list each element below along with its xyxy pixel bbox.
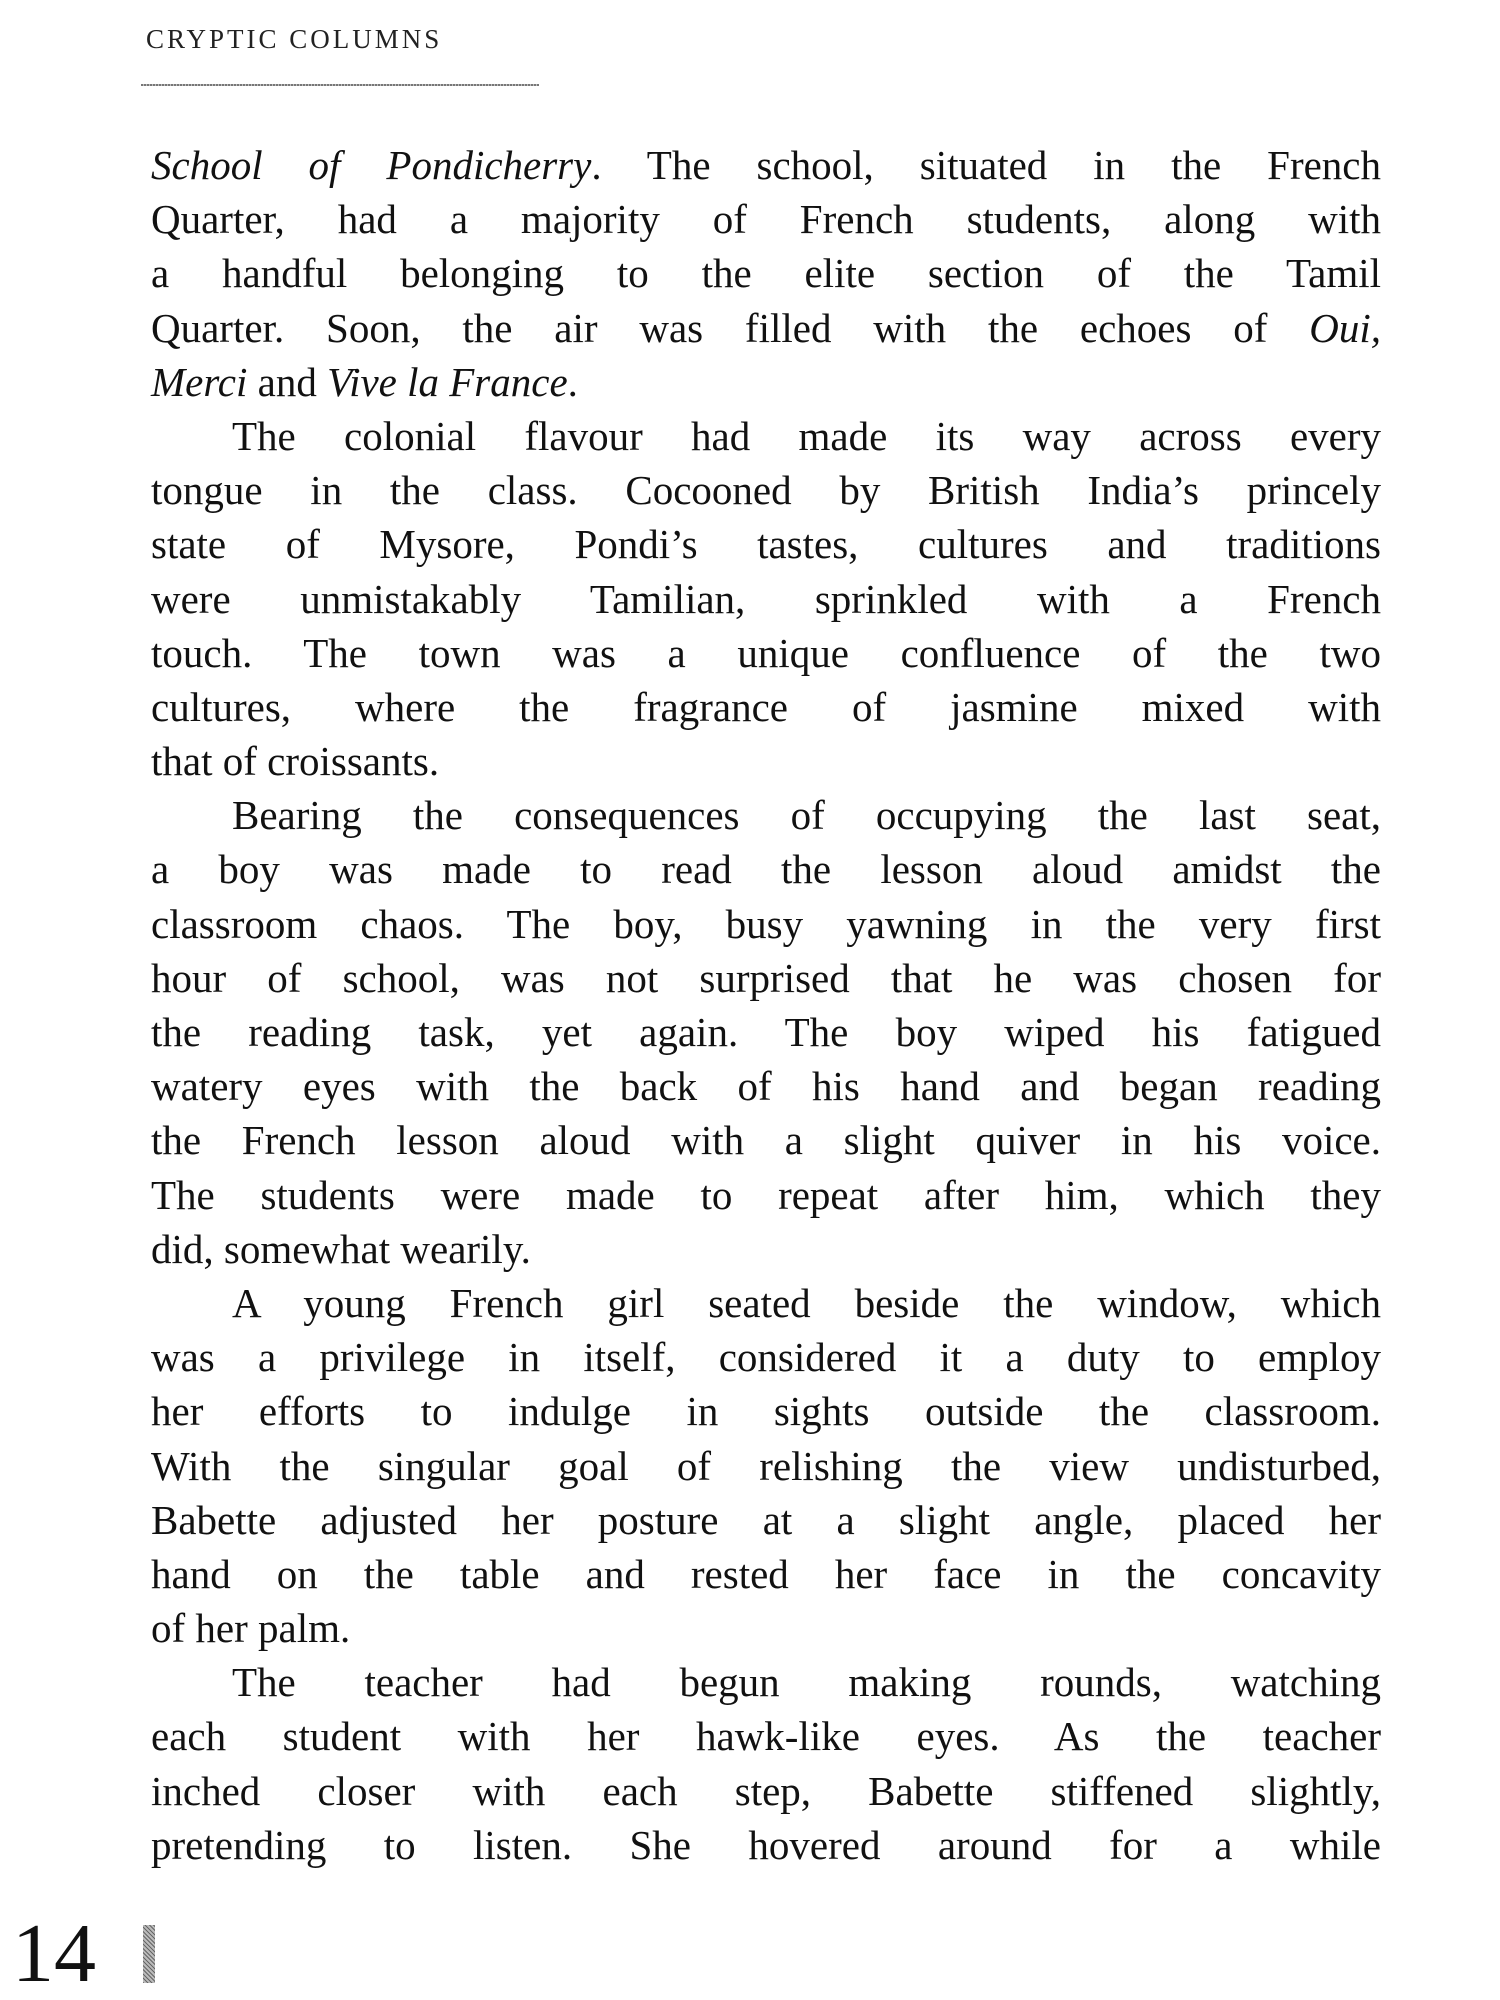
text-segment: a handful belonging to the elite section of the Tamil (151, 250, 1381, 297)
page-number-bar (143, 1925, 155, 1983)
text-line (151, 680, 1381, 734)
text-line (151, 355, 1381, 409)
text-line (151, 1601, 1381, 1655)
page-number: 14 (12, 1907, 96, 2000)
text-line (151, 1168, 1381, 1222)
text-segment: pretending to listen. She hovered around for a while (151, 1821, 1381, 1868)
text-segment: watery eyes with the back of his hand and began reading (151, 1063, 1381, 1110)
text-line (151, 1764, 1381, 1818)
text-line (151, 138, 1381, 192)
text-segment: the reading task, yet again. The boy wiped his fatigued (151, 1009, 1381, 1055)
text-line (151, 1222, 1381, 1276)
body-text (151, 138, 1381, 1872)
text-segment: her efforts to indulge in sights outside the classroom. (151, 1388, 1381, 1435)
text-line (151, 409, 1381, 463)
text-segment: was a privilege in itself, considered it a duty to employ (151, 1334, 1381, 1381)
italic-text: Vive la France (327, 358, 568, 405)
text-segment: each student with her hawk-like eyes. As the teacher (151, 1713, 1381, 1760)
text-line (151, 788, 1381, 842)
text-line (151, 1384, 1381, 1438)
text-line (151, 842, 1381, 896)
italic-text: Oui, (1309, 304, 1381, 351)
text-line (151, 1059, 1381, 1113)
text-segment: that of croissants. (151, 738, 440, 785)
text-line (151, 572, 1381, 626)
running-header: CRYPTIC COLUMNS (146, 24, 443, 54)
text-segment: inched closer with each step, Babette stiffened slightly, (151, 1767, 1381, 1814)
text-segment: were unmistakably Tamilian, sprinkled with a French (151, 575, 1381, 622)
text-segment: With the singular goal of relishing the view undisturbed, (151, 1442, 1381, 1489)
text-line (151, 1113, 1381, 1167)
text-segment: state of Mysore, Pondi’s tastes, cultures and traditions (151, 521, 1381, 568)
text-segment: Quarter, had a majority of French students, along with (151, 196, 1381, 243)
text-line (151, 1330, 1381, 1384)
text-line (151, 951, 1381, 1005)
text-line (151, 463, 1381, 517)
text-line (151, 192, 1381, 246)
text-line (151, 517, 1381, 571)
text-line (151, 734, 1381, 788)
text-line (151, 1439, 1381, 1493)
text-segment: the French lesson aloud with a slight quiver in his voice. (151, 1117, 1381, 1164)
italic-text: School of Pondicherry (151, 142, 592, 188)
text-segment: Bearing the consequences of occupying the last seat, (232, 792, 1381, 839)
text-segment: of her palm. (151, 1605, 351, 1652)
text-segment: and (247, 358, 328, 405)
text-segment: The teacher had begun making rounds, watching (232, 1659, 1381, 1706)
text-line (151, 1709, 1381, 1763)
text-line (151, 1655, 1381, 1709)
text-line (151, 1547, 1381, 1601)
text-segment: classroom chaos. The boy, busy yawning in the very first (151, 900, 1381, 947)
text-line (151, 626, 1381, 680)
header-rule (141, 84, 539, 86)
text-segment: tongue in the class. Cocooned by British India’s princely (151, 467, 1381, 514)
italic-text: Merci (151, 358, 248, 405)
text-line (151, 897, 1381, 951)
text-segment: hour of school, was not surprised that he was chosen for (151, 954, 1381, 1001)
text-line (151, 1005, 1381, 1059)
text-segment: Babette adjusted her posture at a slight angle, placed her (151, 1496, 1381, 1543)
text-segment: cultures, where the fragrance of jasmine mixed with (151, 683, 1381, 730)
text-line (151, 1818, 1381, 1872)
text-segment: hand on the table and rested her face in the concavity (151, 1550, 1381, 1597)
text-segment: The colonial flavour had made its way across every (232, 412, 1381, 459)
text-line (151, 301, 1381, 355)
text-segment: did, somewhat wearily. (151, 1225, 531, 1272)
text-segment: . (567, 358, 578, 405)
text-segment: Quarter. Soon, the air was filled with the echoes of (151, 304, 1310, 351)
text-segment: A young French girl seated beside the window, which (232, 1279, 1381, 1326)
text-segment: The students were made to repeat after him, which they (151, 1171, 1381, 1218)
text-line (151, 1276, 1381, 1330)
text-line (151, 1493, 1381, 1547)
text-line (151, 246, 1381, 300)
text-segment: a boy was made to read the lesson aloud amidst the (151, 846, 1381, 893)
text-segment: touch. The town was a unique confluence of the two (151, 629, 1381, 676)
text-segment: . The school, situated in the French (591, 142, 1381, 188)
